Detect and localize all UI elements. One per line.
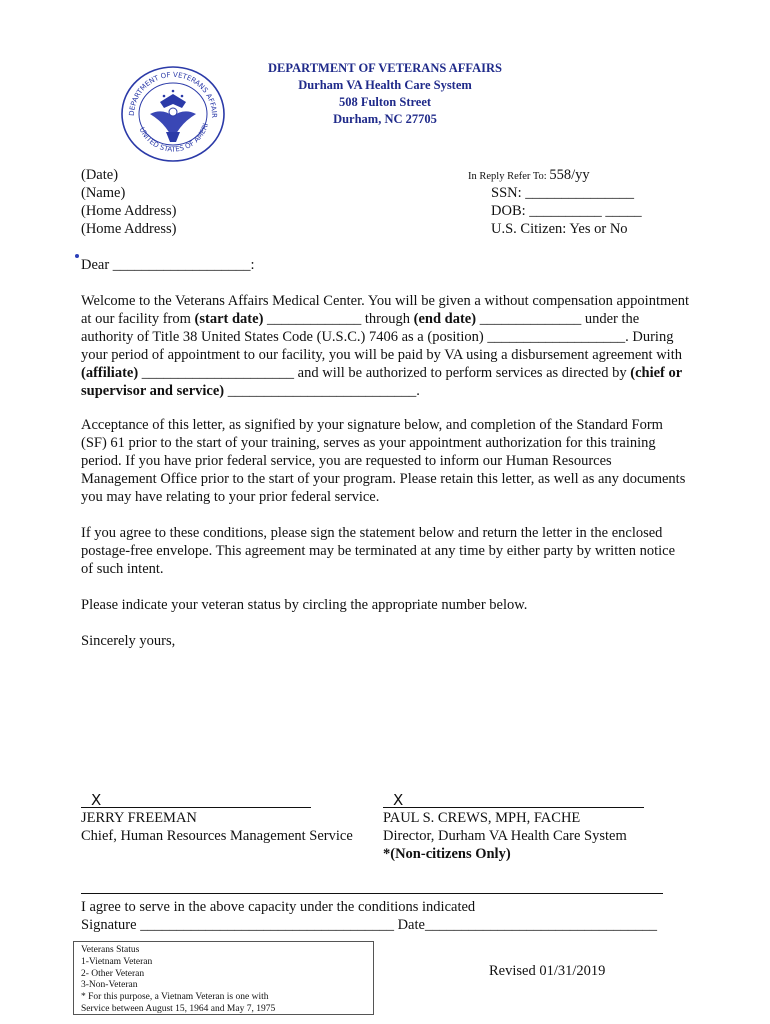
recipient-block bbox=[81, 166, 176, 238]
veteran-status-note-2: Service between August 15, 1964 and May 7, 1975 bbox=[81, 1003, 276, 1014]
svg-text:DEPARTMENT OF VETERANS AFFAIRS: DEPARTMENT OF VETERANS AFFAIR bbox=[127, 70, 219, 119]
signer-1-name: JERRY FREEMAN bbox=[81, 810, 197, 826]
letterhead-facility: Durham VA Health Care System bbox=[298, 78, 472, 92]
paragraph-acceptance: Acceptance of this letter, as signified by your signature below, and completion of the Standard Form (SF) 61 prior to the start of your training, serves as your appointment authorization for this training period. If you have prior federal service, you are requested to inform our Human Resources Management Office prior to the start of your program. Please retain this letter, as well as any documents you may have relating to your prior federal service. bbox=[81, 417, 686, 505]
veteran-status-option-3[interactable]: 3-Non-Veteran bbox=[81, 980, 138, 991]
signer-2 bbox=[383, 809, 627, 863]
signature-mark-1: X bbox=[91, 791, 102, 809]
signature-line-1[interactable] bbox=[81, 807, 311, 808]
ssn-field: SSN: _______________ bbox=[491, 185, 635, 201]
agreement-separator bbox=[81, 893, 663, 894]
recipient-name: (Name) bbox=[81, 185, 126, 201]
signer-1-title: Chief, Human Resources Management Service bbox=[81, 828, 353, 844]
paragraph-veteran-status: Please indicate your veteran status by circling the appropriate number below. bbox=[81, 597, 528, 613]
agreement-signature-date[interactable]: Signature ___________________________________ Date________________________________ bbox=[81, 917, 657, 933]
veteran-status-note-1: * For this purpose, a Vietnam Veteran is one with bbox=[81, 992, 269, 1003]
revised-date: Revised 01/31/2019 bbox=[489, 963, 606, 979]
paragraph-appointment: Welcome to the Veterans Affairs Medical Center. You will be given a without compensation appointment at our facility from (start date) _____________ through (end date) ______________ under the authority of Title 38 United States Code (U.S.C.) 7406 as a (position) ___________________. During your period of appointment to our facility, you will be paid by VA using a disbursement agreement with (affiliate) _____________________ and will be authorized to perform services as directed by (chief or supervisor and service) __________________________. bbox=[81, 293, 689, 399]
signer-1 bbox=[81, 809, 353, 845]
letterhead bbox=[200, 60, 570, 128]
reference-fields bbox=[491, 184, 642, 238]
signature-line-2[interactable] bbox=[383, 807, 644, 808]
citizen-field: U.S. Citizen: Yes or No bbox=[491, 221, 628, 237]
letterhead-city: Durham, NC 27705 bbox=[333, 112, 437, 126]
paragraph-conditions: If you agree to these conditions, please sign the statement below and return the letter in the enclosed postage-free envelope. This agreement may be terminated at any time by either party by written notice of such intent. bbox=[81, 525, 676, 577]
dob-field: DOB: __________ _____ bbox=[491, 203, 642, 219]
letterhead-street: 508 Fulton Street bbox=[338, 95, 432, 109]
reference-line bbox=[468, 166, 590, 186]
recipient-date: (Date) bbox=[81, 167, 119, 183]
recipient-address-2: (Home Address) bbox=[81, 221, 177, 237]
agreement-text: I agree to serve in the above capacity under the conditions indicated bbox=[81, 899, 476, 915]
veteran-status-box bbox=[73, 941, 374, 1015]
veteran-status-title: Veterans Status bbox=[81, 945, 140, 955]
signature-mark-2: X bbox=[393, 791, 404, 809]
recipient-address-1: (Home Address) bbox=[81, 203, 177, 219]
reference-label: In Reply Refer To: bbox=[468, 171, 550, 182]
signer-2-name: PAUL S. CREWS, MPH, FACHE bbox=[383, 810, 581, 826]
marker-dot bbox=[75, 254, 79, 258]
signer-2-title: Director, Durham VA Health Care System bbox=[383, 828, 627, 844]
veteran-status-option-1[interactable]: 1-Vietnam Veteran bbox=[81, 956, 153, 967]
agreement-block bbox=[81, 898, 657, 934]
reference-value: 558/yy bbox=[549, 167, 590, 183]
veteran-status-option-2[interactable]: 2- Other Veteran bbox=[81, 968, 145, 979]
closing: Sincerely yours, bbox=[81, 633, 176, 649]
salutation: Dear ___________________: bbox=[81, 257, 255, 273]
svg-text:UNITED STATES OF AMERICA: UNITED STATES OF AMERI bbox=[137, 122, 210, 154]
letterhead-department: DEPARTMENT OF VETERANS AFFAIRS bbox=[268, 61, 502, 75]
signer-2-note: *(Non-citizens Only) bbox=[383, 846, 511, 862]
